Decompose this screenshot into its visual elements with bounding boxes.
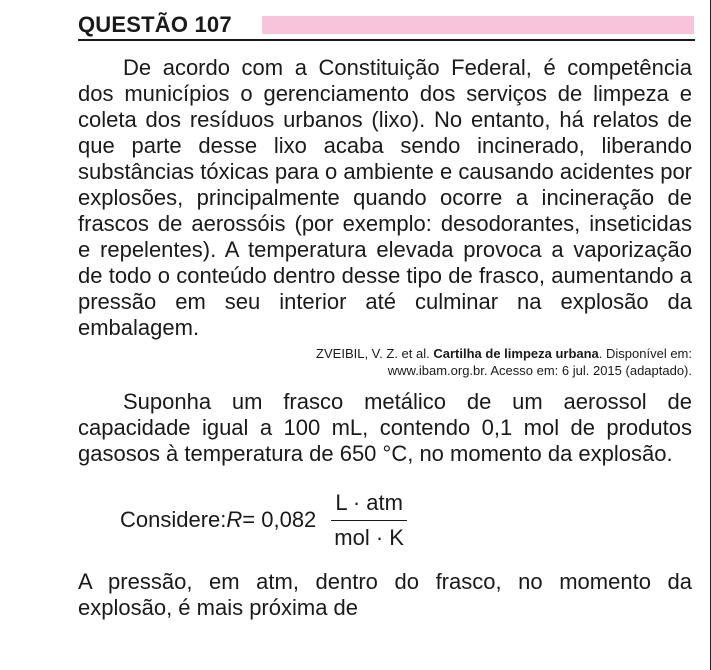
question-prompt: A pressão, em atm, dentro do frasco, no momento da explosão, é mais próxima de (78, 569, 692, 620)
gas-constant-value: = 0,082 (242, 507, 317, 532)
question-header-rule (78, 39, 695, 41)
source-authors: ZVEIBIL, V. Z. et al. (316, 346, 430, 361)
question-body (78, 55, 692, 643)
question-header (78, 10, 695, 40)
context-paragraph: De acordo com a Constituição Federal, é competência dos municípios o gerenciamento dos serviços de limpeza e coleta dos resíduos urbanos (lixo). No entanto, há relatos de que parte desse lixo acaba sendo incinerado, liberando substâncias tóxicas para o ambiente e causando acidentes por explosões, principalmente quando ocorre a incineração de frascos de aerossóis (por exemplo: desodorantes, inseticidas e repelentes). A temperatura elevada provoca a vaporização de todo o conteúdo dentro desse tipo de frasco, aumentando a pressão em seu interior até culminar na explosão da embalagem. (78, 55, 692, 340)
source-line-1 (78, 345, 692, 362)
source-line-2: www.ibam.org.br. Acesso em: 6 jul. 2015 (adaptado). (387, 363, 692, 378)
source-availability: . Disponível em: (598, 346, 692, 361)
constant-statement (120, 487, 692, 553)
consider-label: Considere: (120, 507, 227, 532)
unit-numerator: L · atm (331, 490, 407, 521)
question-accent-bar (262, 16, 694, 34)
gas-constant-symbol: R (226, 507, 243, 532)
question-title: QUESTÃO 107 (78, 12, 232, 37)
unit-denominator: mol · K (334, 524, 404, 550)
unit-fraction (330, 490, 408, 551)
problem-paragraph: Suponha um frasco metálico de um aerossol de capacidade igual a 100 mL, contendo 0,1 mol de produtos gasosos à temperatura de 650 °C, no momento da explosão. (78, 389, 692, 466)
source-citation (78, 345, 692, 379)
source-work-title: Cartilha de limpeza urbana (433, 346, 599, 361)
